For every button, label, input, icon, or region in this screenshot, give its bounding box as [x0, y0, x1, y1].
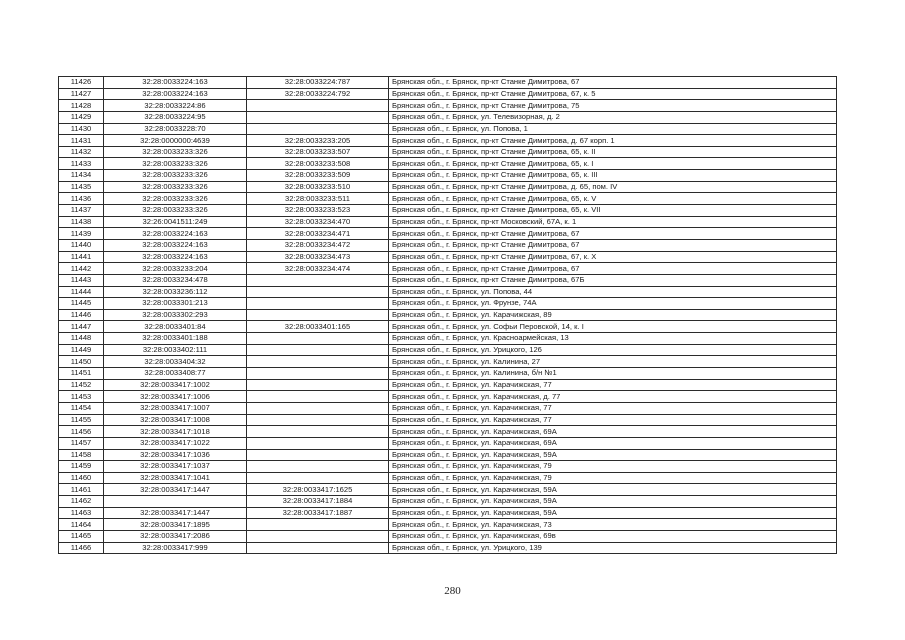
- address-cell: Брянская обл., г. Брянск, ул. Карачижская, 69А: [389, 437, 837, 449]
- cadastral-number-cell: 32:28:0033401:188: [104, 333, 247, 345]
- cadastral-number-cell: 32:28:0033301:213: [104, 298, 247, 310]
- row-number-cell: 11466: [59, 542, 104, 554]
- address-cell: Брянская обл., г. Брянск, ул. Карачижская, 69А: [389, 426, 837, 438]
- row-number-cell: 11443: [59, 274, 104, 286]
- address-cell: Брянская обл., г. Брянск, ул. Карачижская, 79: [389, 461, 837, 473]
- row-number-cell: 11455: [59, 414, 104, 426]
- cadastral-number-cell: 32:28:0033224:163: [104, 228, 247, 240]
- address-cell: Брянская обл., г. Брянск, ул. Карачижская, 77: [389, 402, 837, 414]
- address-cell: Брянская обл., г. Брянск, ул. Карачижская, 79: [389, 472, 837, 484]
- row-number-cell: 11437: [59, 205, 104, 217]
- row-number-cell: 11453: [59, 391, 104, 403]
- row-number-cell: 11448: [59, 333, 104, 345]
- related-cadastral-number-cell: [247, 426, 389, 438]
- cadastral-number-cell: 32:28:0033408:77: [104, 368, 247, 380]
- row-number-cell: 11452: [59, 379, 104, 391]
- related-cadastral-number-cell: 32:28:0033417:1625: [247, 484, 389, 496]
- address-cell: Брянская обл., г. Брянск, ул. Калинина, б/н №1: [389, 368, 837, 380]
- table-row: [59, 263, 837, 275]
- related-cadastral-number-cell: [247, 298, 389, 310]
- row-number-cell: 11427: [59, 88, 104, 100]
- table-row: [59, 356, 837, 368]
- cadastral-number-cell: 32:28:0033417:2086: [104, 530, 247, 542]
- related-cadastral-number-cell: [247, 402, 389, 414]
- page-number: 280: [444, 585, 461, 597]
- table-row: [59, 530, 837, 542]
- cadastral-number-cell: 32:28:0033401:84: [104, 321, 247, 333]
- related-cadastral-number-cell: [247, 461, 389, 473]
- cadastral-number-cell: 32:28:0033302:293: [104, 309, 247, 321]
- table-row: [59, 135, 837, 147]
- related-cadastral-number-cell: 32:28:0033233:507: [247, 146, 389, 158]
- row-number-cell: 11426: [59, 77, 104, 89]
- address-cell: Брянская обл., г. Брянск, ул. Карачижская, 69в: [389, 530, 837, 542]
- table-row: [59, 391, 837, 403]
- table-row: [59, 379, 837, 391]
- address-cell: Брянская обл., г. Брянск, ул. Урицкого, 126: [389, 344, 837, 356]
- table-row: [59, 461, 837, 473]
- related-cadastral-number-cell: [247, 437, 389, 449]
- table-row: [59, 274, 837, 286]
- row-number-cell: 11433: [59, 158, 104, 170]
- row-number-cell: 11434: [59, 170, 104, 182]
- cadastral-number-cell: 32:28:0033224:95: [104, 111, 247, 123]
- address-cell: Брянская обл., г. Брянск, ул. Софьи Перовской, 14, к. I: [389, 321, 837, 333]
- table-row: [59, 426, 837, 438]
- table-row: [59, 414, 837, 426]
- table-row: [59, 437, 837, 449]
- address-cell: Брянская обл., г. Брянск, ул. Телевизорная, д. 2: [389, 111, 837, 123]
- address-cell: Брянская обл., г. Брянск, пр-кт Станке Димитрова, 65, к. III: [389, 170, 837, 182]
- related-cadastral-number-cell: 32:28:0033234:474: [247, 263, 389, 275]
- related-cadastral-number-cell: 32:28:0033233:205: [247, 135, 389, 147]
- table-row: [59, 368, 837, 380]
- row-number-cell: 11435: [59, 181, 104, 193]
- cadastral-number-cell: 32:28:0033417:1008: [104, 414, 247, 426]
- row-number-cell: 11461: [59, 484, 104, 496]
- cadastral-number-cell: 32:28:0033404:32: [104, 356, 247, 368]
- table-row: [59, 333, 837, 345]
- related-cadastral-number-cell: 32:28:0033233:510: [247, 181, 389, 193]
- address-cell: Брянская обл., г. Брянск, пр-кт Станке Димитрова, 67: [389, 263, 837, 275]
- address-cell: Брянская обл., г. Брянск, пр-кт Станке Димитрова, д. 65, пом. IV: [389, 181, 837, 193]
- related-cadastral-number-cell: [247, 123, 389, 135]
- related-cadastral-number-cell: [247, 379, 389, 391]
- address-cell: Брянская обл., г. Брянск, ул. Карачижская, 59А: [389, 507, 837, 519]
- cadastral-number-cell: 32:28:0033224:163: [104, 239, 247, 251]
- address-cell: Брянская обл., г. Брянск, ул. Калинина, 27: [389, 356, 837, 368]
- row-number-cell: 11462: [59, 496, 104, 508]
- registry-table: [58, 76, 837, 554]
- row-number-cell: 11428: [59, 100, 104, 112]
- address-cell: Брянская обл., г. Брянск, ул. Урицкого, 139: [389, 542, 837, 554]
- row-number-cell: 11431: [59, 135, 104, 147]
- cadastral-number-cell: 32:28:0033228:70: [104, 123, 247, 135]
- cadastral-number-cell: 32:28:0033224:163: [104, 251, 247, 263]
- address-cell: Брянская обл., г. Брянск, пр-кт Московский, 67А, к. 1: [389, 216, 837, 228]
- related-cadastral-number-cell: 32:28:0033234:472: [247, 239, 389, 251]
- cadastral-number-cell: 32:28:0033417:1006: [104, 391, 247, 403]
- registry-table-body: [59, 77, 837, 554]
- address-cell: Брянская обл., г. Брянск, ул. Попова, 1: [389, 123, 837, 135]
- address-cell: Брянская обл., г. Брянск, ул. Карачижская, д. 77: [389, 391, 837, 403]
- cadastral-number-cell: 32:28:0033233:326: [104, 181, 247, 193]
- row-number-cell: 11459: [59, 461, 104, 473]
- table-row: [59, 402, 837, 414]
- related-cadastral-number-cell: 32:28:0033224:787: [247, 77, 389, 89]
- address-cell: Брянская обл., г. Брянск, пр-кт Станке Димитрова, 65, к. II: [389, 146, 837, 158]
- row-number-cell: 11451: [59, 368, 104, 380]
- related-cadastral-number-cell: 32:28:0033224:792: [247, 88, 389, 100]
- row-number-cell: 11458: [59, 449, 104, 461]
- row-number-cell: 11432: [59, 146, 104, 158]
- table-row: [59, 216, 837, 228]
- cadastral-number-cell: 32:28:0033417:999: [104, 542, 247, 554]
- row-number-cell: 11465: [59, 530, 104, 542]
- row-number-cell: 11460: [59, 472, 104, 484]
- address-cell: Брянская обл., г. Брянск, ул. Карачижская, 73: [389, 519, 837, 531]
- address-cell: Брянская обл., г. Брянск, ул. Красноармейская, 13: [389, 333, 837, 345]
- address-cell: Брянская обл., г. Брянск, ул. Попова, 44: [389, 286, 837, 298]
- related-cadastral-number-cell: [247, 391, 389, 403]
- address-cell: Брянская обл., г. Брянск, пр-кт Станке Димитрова, 67, к. 5: [389, 88, 837, 100]
- cadastral-number-cell: 32:28:0033233:326: [104, 170, 247, 182]
- cadastral-number-cell: 32:28:0033224:86: [104, 100, 247, 112]
- address-cell: Брянская обл., г. Брянск, пр-кт Станке Димитрова, 67Б: [389, 274, 837, 286]
- row-number-cell: 11450: [59, 356, 104, 368]
- row-number-cell: 11457: [59, 437, 104, 449]
- address-cell: Брянская обл., г. Брянск, пр-кт Станке Димитрова, 67: [389, 239, 837, 251]
- table-row: [59, 239, 837, 251]
- cadastral-number-cell: 32:28:0033417:1447: [104, 484, 247, 496]
- related-cadastral-number-cell: 32:28:0033401:165: [247, 321, 389, 333]
- related-cadastral-number-cell: [247, 111, 389, 123]
- row-number-cell: 11442: [59, 263, 104, 275]
- address-cell: Брянская обл., г. Брянск, пр-кт Станке Димитрова, 75: [389, 100, 837, 112]
- address-cell: Брянская обл., г. Брянск, пр-кт Станке Димитрова, д. 67 корп. 1: [389, 135, 837, 147]
- address-cell: Брянская обл., г. Брянск, ул. Карачижская, 59А: [389, 496, 837, 508]
- table-row: [59, 88, 837, 100]
- table-row: [59, 251, 837, 263]
- related-cadastral-number-cell: [247, 286, 389, 298]
- related-cadastral-number-cell: 32:28:0033234:471: [247, 228, 389, 240]
- table-row: [59, 472, 837, 484]
- address-cell: Брянская обл., г. Брянск, ул. Фрунзе, 74А: [389, 298, 837, 310]
- cadastral-number-cell: 32:28:0033236:112: [104, 286, 247, 298]
- table-row: [59, 484, 837, 496]
- cadastral-number-cell: 32:26:0041511:249: [104, 216, 247, 228]
- table-row: [59, 146, 837, 158]
- row-number-cell: 11445: [59, 298, 104, 310]
- table-row: [59, 170, 837, 182]
- cadastral-number-cell: 32:28:0033233:204: [104, 263, 247, 275]
- address-cell: Брянская обл., г. Брянск, ул. Карачижская, 59А: [389, 449, 837, 461]
- related-cadastral-number-cell: [247, 542, 389, 554]
- row-number-cell: 11456: [59, 426, 104, 438]
- cadastral-number-cell: [104, 496, 247, 508]
- row-number-cell: 11463: [59, 507, 104, 519]
- related-cadastral-number-cell: [247, 519, 389, 531]
- table-row: [59, 158, 837, 170]
- related-cadastral-number-cell: [247, 414, 389, 426]
- row-number-cell: 11441: [59, 251, 104, 263]
- row-number-cell: 11436: [59, 193, 104, 205]
- cadastral-number-cell: 32:28:0033417:1002: [104, 379, 247, 391]
- table-row: [59, 449, 837, 461]
- table-row: [59, 286, 837, 298]
- table-row: [59, 100, 837, 112]
- table-row: [59, 123, 837, 135]
- address-cell: Брянская обл., г. Брянск, пр-кт Станке Димитрова, 65, к. I: [389, 158, 837, 170]
- row-number-cell: 11438: [59, 216, 104, 228]
- related-cadastral-number-cell: 32:28:0033417:1887: [247, 507, 389, 519]
- table-row: [59, 496, 837, 508]
- cadastral-number-cell: 32:28:0000000:4639: [104, 135, 247, 147]
- table-row: [59, 298, 837, 310]
- row-number-cell: 11464: [59, 519, 104, 531]
- address-cell: Брянская обл., г. Брянск, пр-кт Станке Димитрова, 67: [389, 77, 837, 89]
- cadastral-number-cell: 32:28:0033417:1895: [104, 519, 247, 531]
- cadastral-number-cell: 32:28:0033417:1022: [104, 437, 247, 449]
- address-cell: Брянская обл., г. Брянск, ул. Карачижская, 77: [389, 379, 837, 391]
- row-number-cell: 11444: [59, 286, 104, 298]
- related-cadastral-number-cell: 32:28:0033233:523: [247, 205, 389, 217]
- table-row: [59, 344, 837, 356]
- related-cadastral-number-cell: [247, 356, 389, 368]
- related-cadastral-number-cell: [247, 472, 389, 484]
- address-cell: Брянская обл., г. Брянск, пр-кт Станке Димитрова, 65, к. V: [389, 193, 837, 205]
- table-row: [59, 205, 837, 217]
- address-cell: Брянская обл., г. Брянск, пр-кт Станке Димитрова, 67, к. X: [389, 251, 837, 263]
- cadastral-number-cell: 32:28:0033402:111: [104, 344, 247, 356]
- table-row: [59, 181, 837, 193]
- cadastral-number-cell: 32:28:0033233:326: [104, 205, 247, 217]
- cadastral-number-cell: 32:28:0033233:326: [104, 158, 247, 170]
- related-cadastral-number-cell: [247, 274, 389, 286]
- cadastral-number-cell: 32:28:0033417:1447: [104, 507, 247, 519]
- related-cadastral-number-cell: [247, 344, 389, 356]
- table-row: [59, 77, 837, 89]
- related-cadastral-number-cell: [247, 100, 389, 112]
- table-row: [59, 542, 837, 554]
- related-cadastral-number-cell: 32:28:0033234:473: [247, 251, 389, 263]
- row-number-cell: 11440: [59, 239, 104, 251]
- cadastral-number-cell: 32:28:0033417:1007: [104, 402, 247, 414]
- table-row: [59, 111, 837, 123]
- address-cell: Брянская обл., г. Брянск, ул. Карачижская, 77: [389, 414, 837, 426]
- address-cell: Брянская обл., г. Брянск, ул. Карачижская, 89: [389, 309, 837, 321]
- related-cadastral-number-cell: 32:28:0033234:470: [247, 216, 389, 228]
- cadastral-number-cell: 32:28:0033233:326: [104, 193, 247, 205]
- row-number-cell: 11446: [59, 309, 104, 321]
- cadastral-number-cell: 32:28:0033224:163: [104, 77, 247, 89]
- cadastral-number-cell: 32:28:0033417:1041: [104, 472, 247, 484]
- related-cadastral-number-cell: [247, 449, 389, 461]
- related-cadastral-number-cell: [247, 368, 389, 380]
- row-number-cell: 11449: [59, 344, 104, 356]
- cadastral-number-cell: 32:28:0033224:163: [104, 88, 247, 100]
- row-number-cell: 11430: [59, 123, 104, 135]
- cadastral-number-cell: 32:28:0033417:1036: [104, 449, 247, 461]
- table-row: [59, 507, 837, 519]
- related-cadastral-number-cell: 32:28:0033233:511: [247, 193, 389, 205]
- related-cadastral-number-cell: 32:28:0033417:1884: [247, 496, 389, 508]
- table-row: [59, 228, 837, 240]
- table-row: [59, 309, 837, 321]
- cadastral-number-cell: 32:28:0033233:326: [104, 146, 247, 158]
- row-number-cell: 11447: [59, 321, 104, 333]
- address-cell: Брянская обл., г. Брянск, пр-кт Станке Димитрова, 67: [389, 228, 837, 240]
- related-cadastral-number-cell: [247, 333, 389, 345]
- row-number-cell: 11429: [59, 111, 104, 123]
- address-cell: Брянская обл., г. Брянск, пр-кт Станке Димитрова, 65, к. VII: [389, 205, 837, 217]
- cadastral-number-cell: 32:28:0033234:478: [104, 274, 247, 286]
- table-row: [59, 519, 837, 531]
- table-row: [59, 321, 837, 333]
- address-cell: Брянская обл., г. Брянск, ул. Карачижская, 59А: [389, 484, 837, 496]
- related-cadastral-number-cell: 32:28:0033233:508: [247, 158, 389, 170]
- related-cadastral-number-cell: 32:28:0033233:509: [247, 170, 389, 182]
- related-cadastral-number-cell: [247, 530, 389, 542]
- related-cadastral-number-cell: [247, 309, 389, 321]
- table-row: [59, 193, 837, 205]
- cadastral-number-cell: 32:28:0033417:1037: [104, 461, 247, 473]
- row-number-cell: 11439: [59, 228, 104, 240]
- cadastral-number-cell: 32:28:0033417:1018: [104, 426, 247, 438]
- row-number-cell: 11454: [59, 402, 104, 414]
